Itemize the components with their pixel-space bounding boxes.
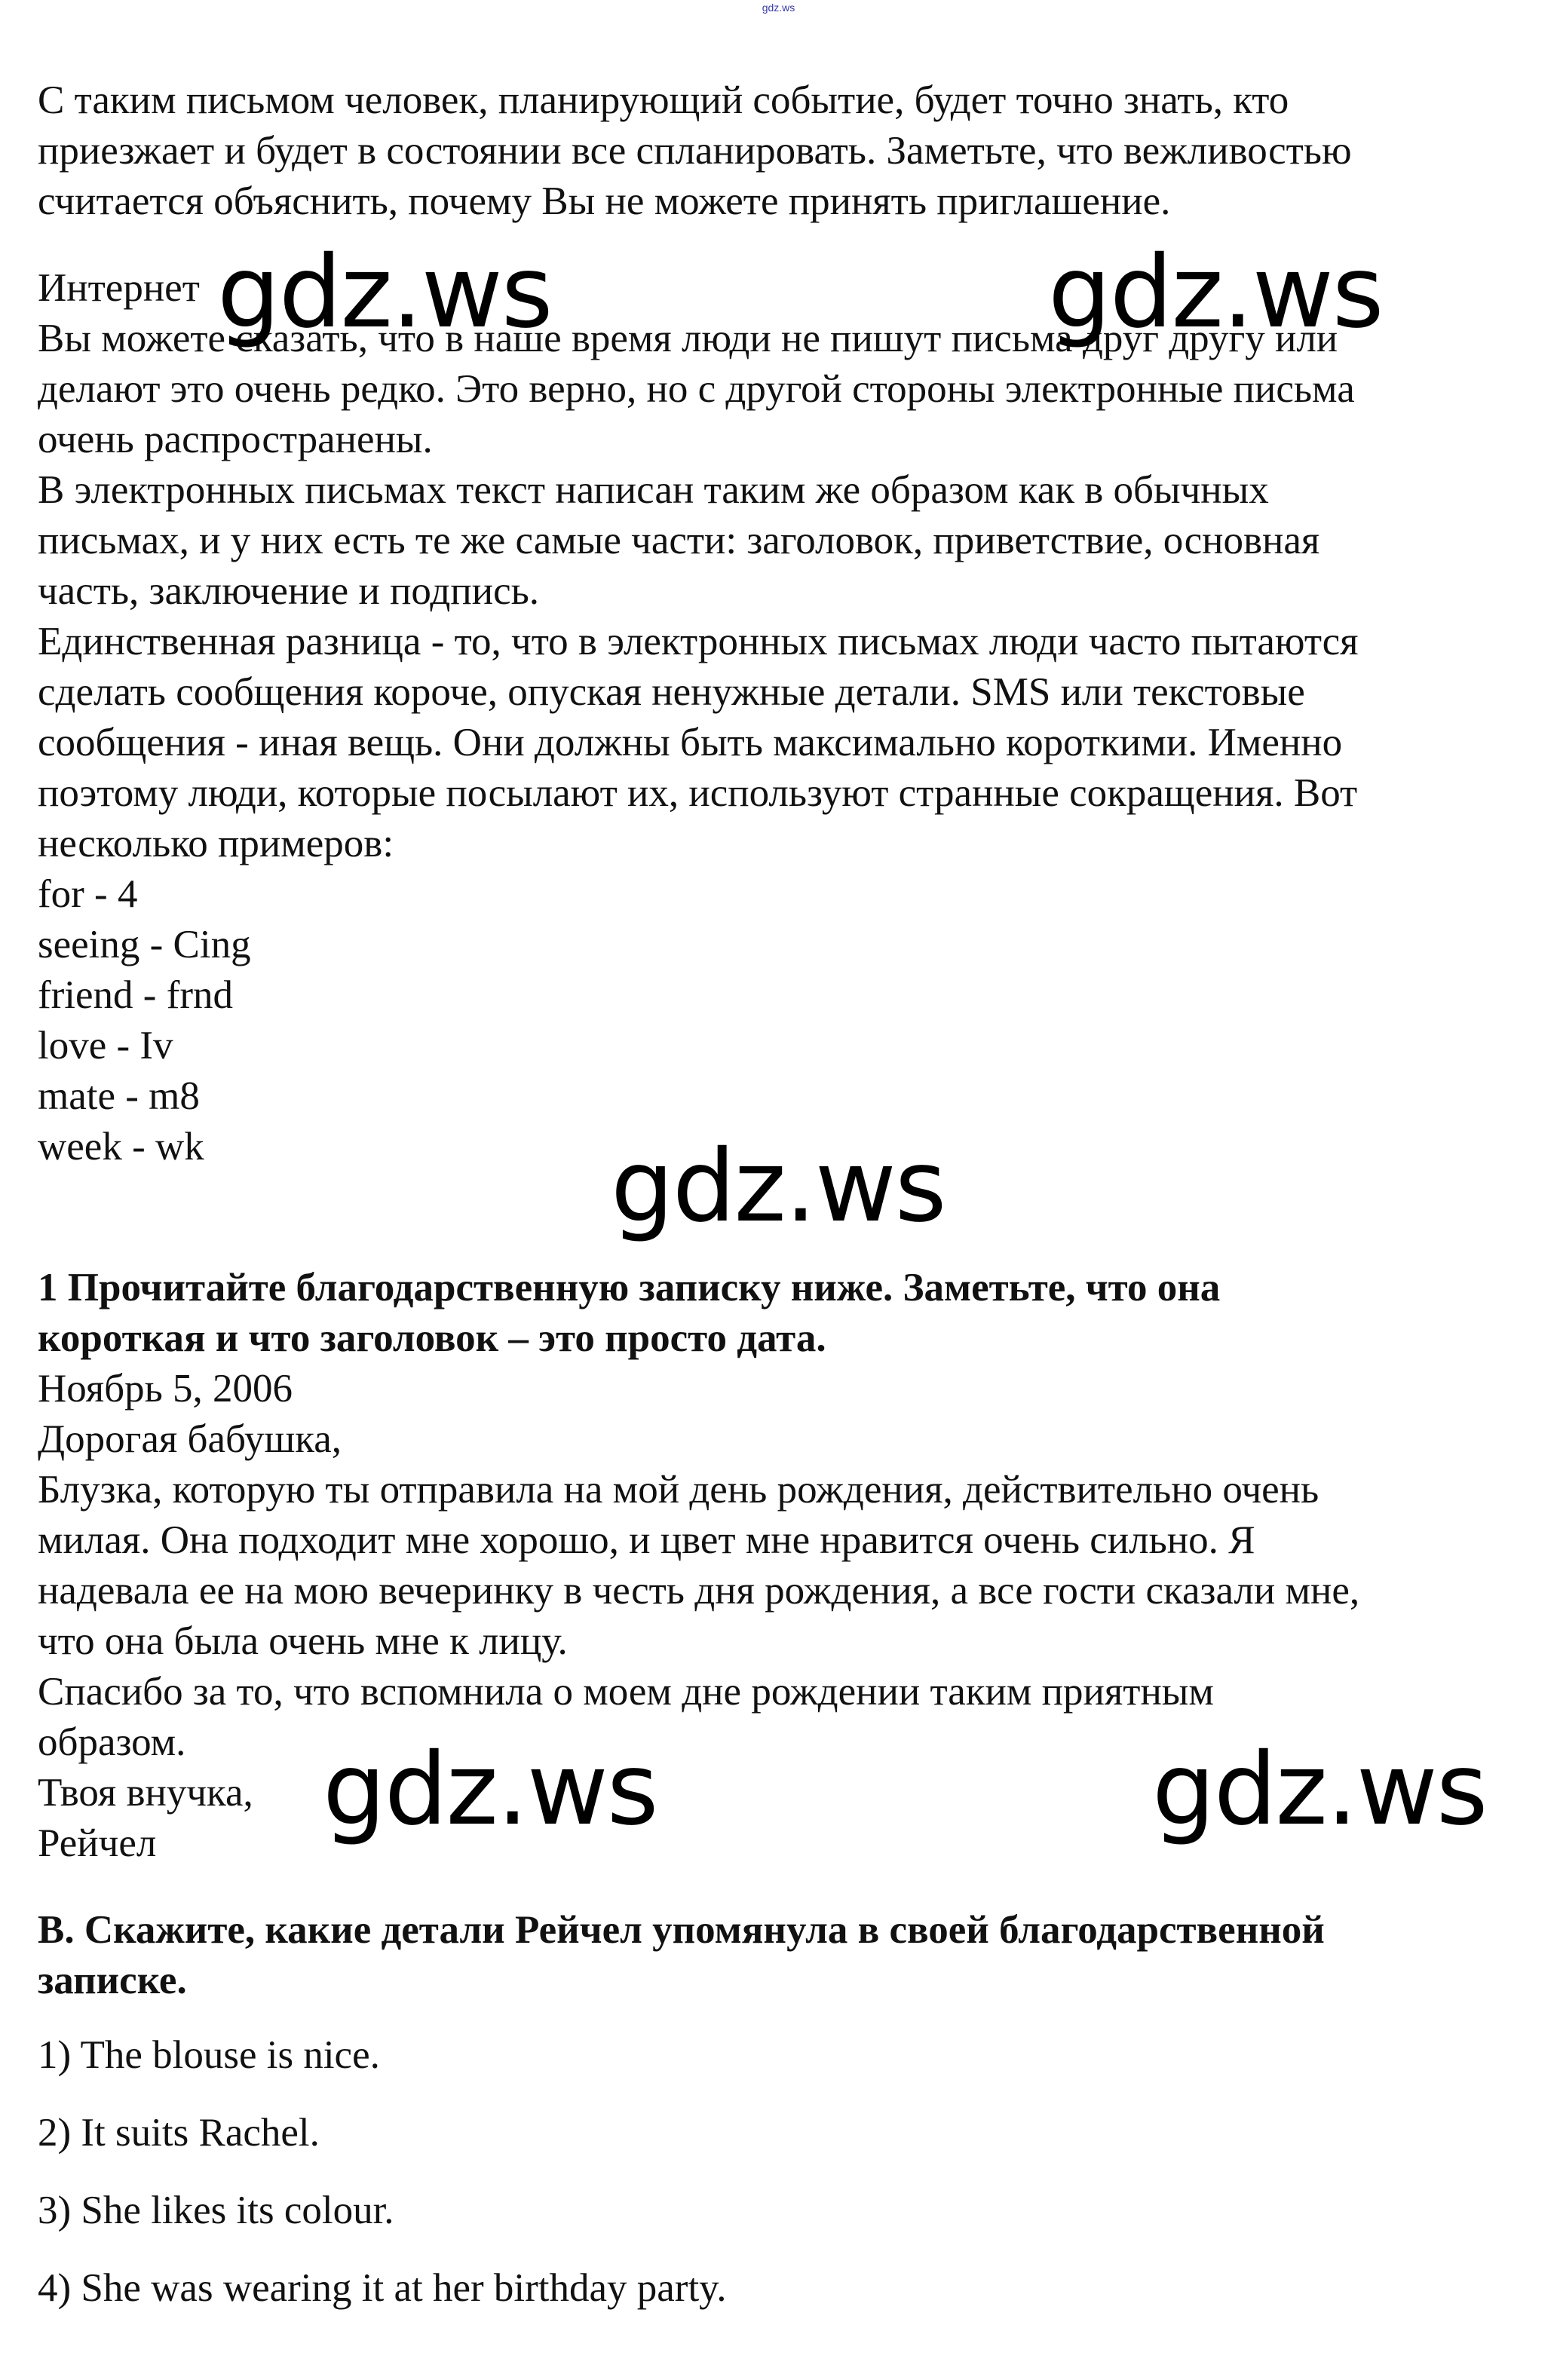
internet-heading: Интернет — [38, 266, 200, 310]
internet-paragraph-2 — [38, 465, 1516, 617]
letter-greeting: Дорогая бабушка, — [38, 1417, 342, 1461]
text-line: Спасибо за то, что вспомнила о моем дне рождении таким приятным — [38, 1670, 1214, 1714]
watermark-logo: gdz.ws — [217, 234, 552, 351]
text-line: надевала ее на мою вечеринку в честь дня рождения, а все гости сказали мне, — [38, 1569, 1360, 1613]
text-line: B. Скажите, какие детали Рейчел упомянула в своей благодарственной — [38, 1908, 1325, 1952]
watermark-logo: gdz.ws — [611, 1129, 946, 1245]
answer-item: 3) She likes its colour. — [38, 2189, 394, 2232]
task-1-heading — [38, 1263, 1516, 1364]
text-line: образом. — [38, 1720, 186, 1764]
text-line: короткая и что заголовок – это просто дата. — [38, 1316, 826, 1360]
list-item: friend - frnd — [38, 973, 233, 1017]
text-line: приезжает и будет в состоянии все спланировать. Заметьте, что вежливостью — [38, 129, 1352, 173]
text-line: поэтому люди, которые посылают их, используют странные сокращения. Вот — [38, 771, 1358, 815]
text-line: что она была очень мне к лицу. — [38, 1619, 568, 1663]
text-line: милая. Она подходит мне хорошо, и цвет мне нравится очень сильно. Я — [38, 1518, 1255, 1562]
list-item: mate - m8 — [38, 1074, 200, 1118]
text-line: С таким письмом человек, планирующий событие, будет точно знать, кто — [38, 78, 1289, 122]
list-item: love - Iv — [38, 1024, 173, 1067]
text-line: несколько примеров: — [38, 822, 394, 865]
top-watermark: gdz.ws — [762, 2, 795, 14]
text-line: сделать сообщения короче, опуская ненужные детали. SMS или текстовые — [38, 670, 1305, 714]
answer-item: 2) It suits Rachel. — [38, 2111, 320, 2155]
text-line: письмах, и у них есть те же самые части: заголовок, приветствие, основная — [38, 519, 1320, 562]
letter-closing: Твоя внучка, — [38, 1771, 253, 1815]
text-line: очень распространены. — [38, 418, 433, 461]
text-line: Вы можете сказать, что в наше время люди не пишут письма друг другу или — [38, 317, 1338, 360]
watermark-logo: gdz.ws — [1048, 234, 1383, 351]
watermark-logo: gdz.ws — [1152, 1732, 1487, 1848]
task-b-heading — [38, 1905, 1516, 2006]
list-item: seeing - Cing — [38, 923, 251, 966]
text-line: считается объяснить, почему Вы не можете принять приглашение. — [38, 179, 1171, 223]
text-line: делают это очень редко. Это верно, но с другой стороны электронные письма — [38, 367, 1355, 411]
answer-list — [38, 2030, 1516, 2314]
list-item: week - wk — [38, 1125, 204, 1169]
answer-item: 4) She was wearing it at her birthday party. — [38, 2266, 727, 2310]
answer-item: 1) The blouse is nice. — [38, 2033, 380, 2077]
text-line: Единственная разница - то, что в электронных письмах люди часто пытаются — [38, 620, 1359, 663]
text-line: Блузка, которую ты отправила на мой день рождения, действительно очень — [38, 1468, 1319, 1512]
list-item: for - 4 — [38, 872, 138, 916]
internet-paragraph-3 — [38, 617, 1516, 869]
abbreviation-list — [38, 869, 1516, 1172]
text-line: часть, заключение и подпись. — [38, 569, 540, 613]
text-line: В электронных письмах текст написан таким же образом как в обычных — [38, 468, 1269, 512]
letter-signature: Рейчел — [38, 1821, 157, 1865]
intro-paragraph — [38, 75, 1516, 227]
watermark-logo: gdz.ws — [323, 1732, 657, 1848]
text-line: 1 Прочитайте благодарственную записку ниже. Заметьте, что она — [38, 1266, 1221, 1309]
letter-date: Ноябрь 5, 2006 — [38, 1367, 293, 1411]
text-line: сообщения - иная вещь. Они должны быть максимально короткими. Именно — [38, 721, 1343, 764]
text-line: записке. — [38, 1959, 187, 2002]
